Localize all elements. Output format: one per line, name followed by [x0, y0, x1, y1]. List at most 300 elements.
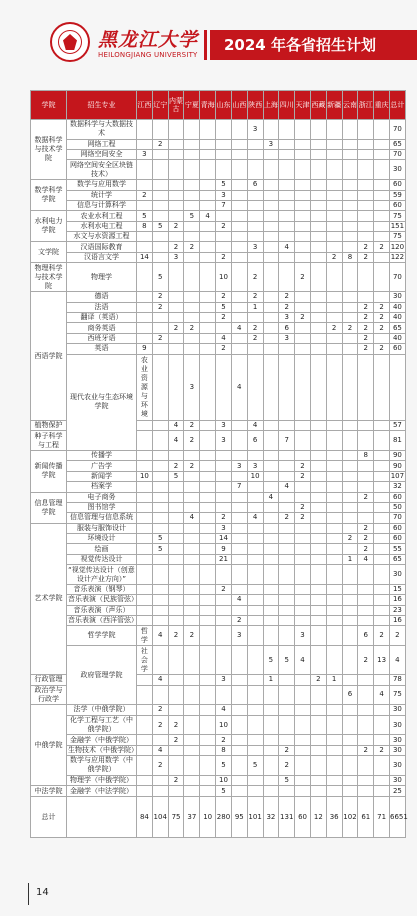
quota-cell [295, 775, 311, 785]
quota-cell [310, 492, 326, 502]
table-row [31, 513, 406, 523]
quota-cell [231, 565, 247, 585]
quota-cell [279, 232, 295, 242]
quota-cell [231, 513, 247, 523]
quota-cell [200, 150, 216, 160]
quota-cell [200, 534, 216, 544]
quota-cell [295, 292, 311, 302]
row-total-cell: 30 [390, 705, 406, 715]
quota-cell [152, 584, 168, 594]
quota-cell [168, 211, 184, 221]
quota-cell [137, 120, 153, 140]
major-cell: 德语 [67, 292, 137, 302]
quota-cell [231, 715, 247, 735]
major-cell: 哲学 [137, 626, 153, 646]
quota-cell [137, 263, 153, 292]
major-cell: 数据科学与大数据技术 [67, 120, 137, 140]
quota-cell [295, 242, 311, 252]
page-title: 2024 年各省招生计划 [210, 30, 417, 60]
row-total-cell: 107 [390, 471, 405, 480]
quota-cell [247, 565, 263, 585]
quota-cell: 2 [168, 735, 184, 745]
quota-cell [326, 544, 342, 554]
quota-cell [310, 735, 326, 745]
quota-cell [231, 775, 247, 785]
quota-cell [374, 735, 390, 745]
quota-cell: 2 [358, 745, 374, 755]
quota-cell [374, 200, 390, 210]
table-row [31, 232, 406, 242]
header-major: 招生专业 [67, 91, 137, 120]
quota-cell [137, 745, 153, 755]
quota-cell [200, 756, 216, 776]
quota-cell: 2 [216, 252, 232, 262]
quota-cell: 7 [279, 431, 295, 451]
row-total-cell: 30 [390, 715, 406, 735]
major-cell: 网络空间安全 [67, 150, 137, 160]
quota-cell [168, 513, 184, 523]
quota-cell [310, 646, 326, 675]
quota-cell: 9 [216, 544, 232, 554]
quota-cell [310, 565, 326, 585]
quota-cell [295, 420, 311, 430]
header-province: 内蒙古 [168, 91, 184, 120]
quota-cell [137, 756, 153, 776]
quota-cell: 6 [358, 626, 374, 646]
quota-cell [342, 756, 358, 776]
quota-cell [152, 554, 168, 564]
college-cell: 中法学院 [31, 786, 67, 797]
quota-cell [231, 242, 247, 252]
quota-cell: 2 [279, 292, 295, 302]
major-cell: 信息与计算科学 [67, 200, 137, 210]
quota-cell: 4 [231, 595, 247, 605]
quota-cell [200, 675, 216, 685]
quota-cell [342, 616, 358, 626]
quota-cell [310, 200, 326, 210]
quota-cell [342, 646, 358, 675]
quota-cell [374, 451, 390, 461]
row-total-cell: 65 [390, 323, 406, 333]
sum-cell: 102 [342, 797, 358, 838]
quota-cell [310, 685, 326, 705]
quota-cell [310, 544, 326, 554]
major-cell: 传播学 [67, 451, 137, 461]
quota-cell [231, 221, 247, 231]
table-row [31, 745, 406, 755]
quota-cell [295, 221, 311, 231]
quota-cell: 3 [231, 461, 247, 471]
quota-cell [231, 605, 247, 615]
quota-cell [152, 200, 168, 210]
major-cell: 农业水利工程 [67, 211, 137, 221]
quota-cell [184, 120, 200, 140]
quota-cell [152, 150, 168, 160]
quota-cell: 4 [295, 646, 311, 675]
quota-cell [279, 554, 295, 564]
table-row [31, 333, 406, 343]
quota-cell [152, 605, 168, 615]
footer-divider [28, 883, 29, 905]
quota-cell: 7 [231, 482, 247, 492]
quota-cell: 3 [279, 313, 295, 323]
row-total-cell: 78 [390, 675, 406, 685]
major-cell: 生物技术（中俄学院） [68, 745, 138, 754]
quota-cell: 5 [152, 221, 168, 231]
quota-cell: 2 [279, 756, 295, 776]
quota-cell [279, 565, 295, 585]
quota-cell [295, 190, 311, 200]
quota-cell [310, 775, 326, 785]
major-cell: 统计学 [67, 190, 137, 200]
quota-cell: 2 [247, 263, 263, 292]
quota-cell [137, 616, 153, 626]
quota-cell [247, 160, 263, 180]
quota-cell [374, 120, 390, 140]
major-cell: 政治学与行政学 [31, 685, 67, 705]
quota-cell [279, 420, 295, 430]
quota-cell [216, 471, 232, 481]
quota-cell [326, 513, 342, 523]
quota-cell [295, 323, 311, 333]
quota-cell: 10 [216, 263, 232, 292]
quota-cell [263, 302, 279, 312]
quota-cell [279, 150, 295, 160]
table-row [31, 523, 406, 533]
row-total-cell: 90 [390, 461, 406, 471]
quota-cell [295, 302, 311, 312]
quota-cell [310, 313, 326, 323]
quota-cell [216, 502, 232, 512]
quota-cell [358, 221, 374, 231]
quota-cell [263, 292, 279, 302]
quota-cell [342, 354, 358, 420]
quota-cell: 14 [137, 252, 153, 262]
quota-cell [184, 160, 200, 180]
quota-cell [168, 756, 184, 776]
row-total-cell: 70 [390, 120, 406, 140]
quota-cell: 10 [216, 775, 232, 785]
quota-cell [231, 523, 247, 533]
major-cell: 网络空间安全区块链技术） [67, 160, 137, 180]
quota-cell [342, 180, 358, 190]
quota-cell: 2 [168, 242, 184, 252]
quota-cell [310, 584, 326, 594]
quota-cell [263, 242, 279, 252]
quota-cell [263, 180, 279, 190]
row-total-cell: 30 [390, 745, 406, 755]
quota-cell: 2 [216, 292, 232, 302]
table-row [31, 584, 406, 594]
quota-cell: 2 [279, 745, 295, 755]
quota-cell [200, 605, 216, 615]
college-cell: 中俄学院 [31, 705, 67, 786]
row-total-cell: 65 [390, 139, 406, 149]
quota-cell: 2 [216, 584, 232, 594]
quota-cell [279, 595, 295, 605]
quota-cell [358, 211, 374, 221]
quota-cell [374, 333, 390, 343]
quota-cell [326, 534, 342, 544]
quota-cell [263, 705, 279, 715]
quota-cell [263, 354, 279, 420]
row-total-cell: 151 [390, 221, 405, 230]
quota-cell: 4 [216, 333, 232, 343]
major-cell: 社会学 [137, 646, 153, 675]
quota-cell [295, 211, 311, 221]
quota-cell [231, 786, 247, 797]
quota-cell [263, 482, 279, 492]
quota-cell: 2 [295, 263, 311, 292]
quota-cell [263, 534, 279, 544]
quota-cell [231, 705, 247, 715]
university-name-cn: 黑龙江大学 [98, 29, 199, 51]
sum-cell: 84 [137, 797, 153, 838]
quota-cell [184, 605, 200, 615]
page-header [0, 0, 417, 90]
quota-cell [310, 323, 326, 333]
quota-cell: 2 [374, 344, 390, 354]
quota-cell [295, 675, 311, 685]
quota-cell: 6 [279, 323, 295, 333]
quota-cell [326, 745, 342, 755]
major-cell: 金融学（中俄学院） [67, 735, 137, 745]
quota-cell [247, 492, 263, 502]
quota-cell [231, 685, 247, 705]
quota-cell: 2 [374, 323, 390, 333]
quota-cell [247, 150, 263, 160]
quota-cell [247, 675, 263, 685]
major-cell: 种子科学与工程 [31, 431, 67, 451]
quota-cell [216, 150, 232, 160]
quota-cell [326, 461, 342, 471]
quota-cell [216, 461, 232, 471]
quota-cell [216, 616, 232, 626]
sum-label: 总计 [31, 797, 67, 838]
quota-cell: 2 [295, 513, 311, 523]
quota-cell: 2 [295, 502, 311, 512]
row-total-cell: 60 [390, 523, 406, 533]
quota-cell [310, 745, 326, 755]
quota-cell [184, 492, 200, 502]
quota-cell [326, 735, 342, 745]
quota-cell [231, 502, 247, 512]
quota-cell [216, 160, 232, 180]
quota-cell: 5 [152, 544, 168, 554]
quota-cell [279, 180, 295, 190]
quota-cell [184, 705, 200, 715]
row-total-cell: 75 [390, 232, 406, 242]
quota-cell: 2 [184, 323, 200, 333]
sum-cell: 10 [200, 797, 216, 838]
quota-cell: 3 [247, 242, 263, 252]
major-cell: 数学与应用数学（中俄学院） [67, 756, 137, 776]
quota-cell: 5 [216, 756, 232, 776]
quota-cell [200, 492, 216, 502]
quota-cell [152, 492, 168, 502]
quota-cell [184, 685, 200, 705]
table-row [31, 160, 406, 180]
quota-cell [200, 626, 216, 646]
quota-cell [247, 221, 263, 231]
quota-cell [310, 242, 326, 252]
table-row [31, 554, 406, 564]
quota-cell: 5 [168, 471, 184, 481]
quota-cell [184, 313, 200, 323]
table-row [31, 150, 406, 160]
quota-cell [231, 675, 247, 685]
quota-cell [374, 471, 390, 481]
quota-cell [200, 242, 216, 252]
quota-cell [263, 150, 279, 160]
quota-cell [231, 139, 247, 149]
admission-plan-table [30, 90, 406, 838]
quota-cell [200, 786, 216, 797]
row-total-cell: 60 [390, 344, 406, 354]
quota-cell [263, 735, 279, 745]
table-row [31, 544, 406, 554]
quota-cell [390, 354, 406, 420]
quota-cell [374, 523, 390, 533]
quota-cell: 6 [247, 431, 263, 451]
quota-cell: 3 [247, 120, 263, 140]
quota-cell [247, 190, 263, 200]
major-cell: 西班牙语 [67, 333, 137, 343]
quota-cell [358, 735, 374, 745]
quota-cell: 7 [216, 200, 232, 210]
row-total-cell: 65 [390, 554, 406, 564]
college-cell: 哲学学院 [67, 626, 137, 646]
quota-cell [263, 745, 279, 755]
row-total-cell: 15 [390, 584, 406, 594]
quota-cell [358, 139, 374, 149]
quota-cell [184, 775, 200, 785]
quota-cell [279, 211, 295, 221]
quota-cell: 8 [137, 221, 153, 231]
quota-cell [263, 333, 279, 343]
row-total-cell: 30 [390, 756, 406, 776]
quota-cell [152, 344, 168, 354]
quota-cell: 4 [152, 675, 168, 685]
quota-cell [342, 221, 358, 231]
major-cell: 物理学（中俄学院） [67, 775, 137, 785]
major-cell: 金融学（中法学院） [67, 786, 137, 797]
quota-cell [374, 150, 390, 160]
row-total-cell: 30 [390, 292, 406, 302]
quota-cell [342, 190, 358, 200]
quota-cell: 2 [326, 323, 342, 333]
quota-cell [358, 482, 374, 492]
quota-cell [168, 190, 184, 200]
table-row [31, 120, 406, 140]
quota-cell [358, 705, 374, 715]
quota-cell [263, 685, 279, 705]
quota-cell [137, 492, 153, 502]
quota-cell [295, 715, 311, 735]
quota-cell [374, 354, 390, 420]
quota-cell [263, 595, 279, 605]
header-province: 陕西 [247, 91, 263, 120]
quota-cell [137, 605, 153, 615]
quota-cell [137, 180, 153, 190]
quota-cell [326, 292, 342, 302]
quota-cell [342, 595, 358, 605]
table-row [31, 190, 406, 200]
quota-cell [358, 605, 374, 615]
quota-cell [358, 292, 374, 302]
quota-cell: 2 [358, 242, 374, 252]
quota-cell [374, 461, 390, 471]
quota-cell [326, 190, 342, 200]
quota-cell: 1 [342, 554, 358, 564]
quota-cell [168, 120, 184, 140]
quota-cell [168, 502, 184, 512]
quota-cell [184, 451, 200, 461]
header-province: 新疆 [326, 91, 342, 120]
quota-cell [168, 333, 184, 343]
quota-cell [137, 482, 153, 492]
quota-cell [200, 554, 216, 564]
quota-cell: 10 [216, 715, 232, 735]
table-row [31, 139, 406, 149]
quota-cell: 4 [263, 492, 279, 502]
quota-cell [279, 502, 295, 512]
sum-cell: 101 [247, 797, 263, 838]
quota-cell [295, 786, 311, 797]
quota-cell [326, 616, 342, 626]
quota-cell [200, 482, 216, 492]
quota-cell [310, 292, 326, 302]
quota-cell [184, 200, 200, 210]
quota-cell [326, 626, 342, 646]
quota-cell [168, 554, 184, 564]
quota-cell [231, 180, 247, 190]
quota-cell [374, 431, 390, 451]
quota-cell [342, 584, 358, 594]
quota-cell: 3 [137, 150, 153, 160]
quota-cell [358, 180, 374, 190]
quota-cell [137, 232, 153, 242]
quota-cell [168, 263, 184, 292]
table-row [31, 595, 406, 605]
quota-cell [216, 451, 232, 461]
quota-cell [200, 775, 216, 785]
table-row [31, 646, 406, 675]
quota-cell: 2 [295, 461, 311, 471]
quota-cell [137, 715, 153, 735]
quota-cell [342, 344, 358, 354]
header-province: 西藏 [310, 91, 326, 120]
quota-cell [263, 263, 279, 292]
quota-cell [263, 451, 279, 461]
quota-cell [168, 616, 184, 626]
quota-cell [374, 420, 390, 430]
quota-cell [184, 502, 200, 512]
college-cell: 数学科学学院 [31, 180, 67, 211]
quota-cell [326, 120, 342, 140]
quota-cell: 5 [216, 302, 232, 312]
quota-cell: 2 [216, 221, 232, 231]
quota-cell: 2 [358, 313, 374, 323]
quota-cell [358, 756, 374, 776]
row-total-cell: 75 [390, 685, 406, 705]
quota-cell [326, 492, 342, 502]
quota-cell [342, 313, 358, 323]
quota-cell [310, 354, 326, 420]
quota-cell [263, 616, 279, 626]
quota-cell [279, 715, 295, 735]
quota-cell [168, 565, 184, 585]
